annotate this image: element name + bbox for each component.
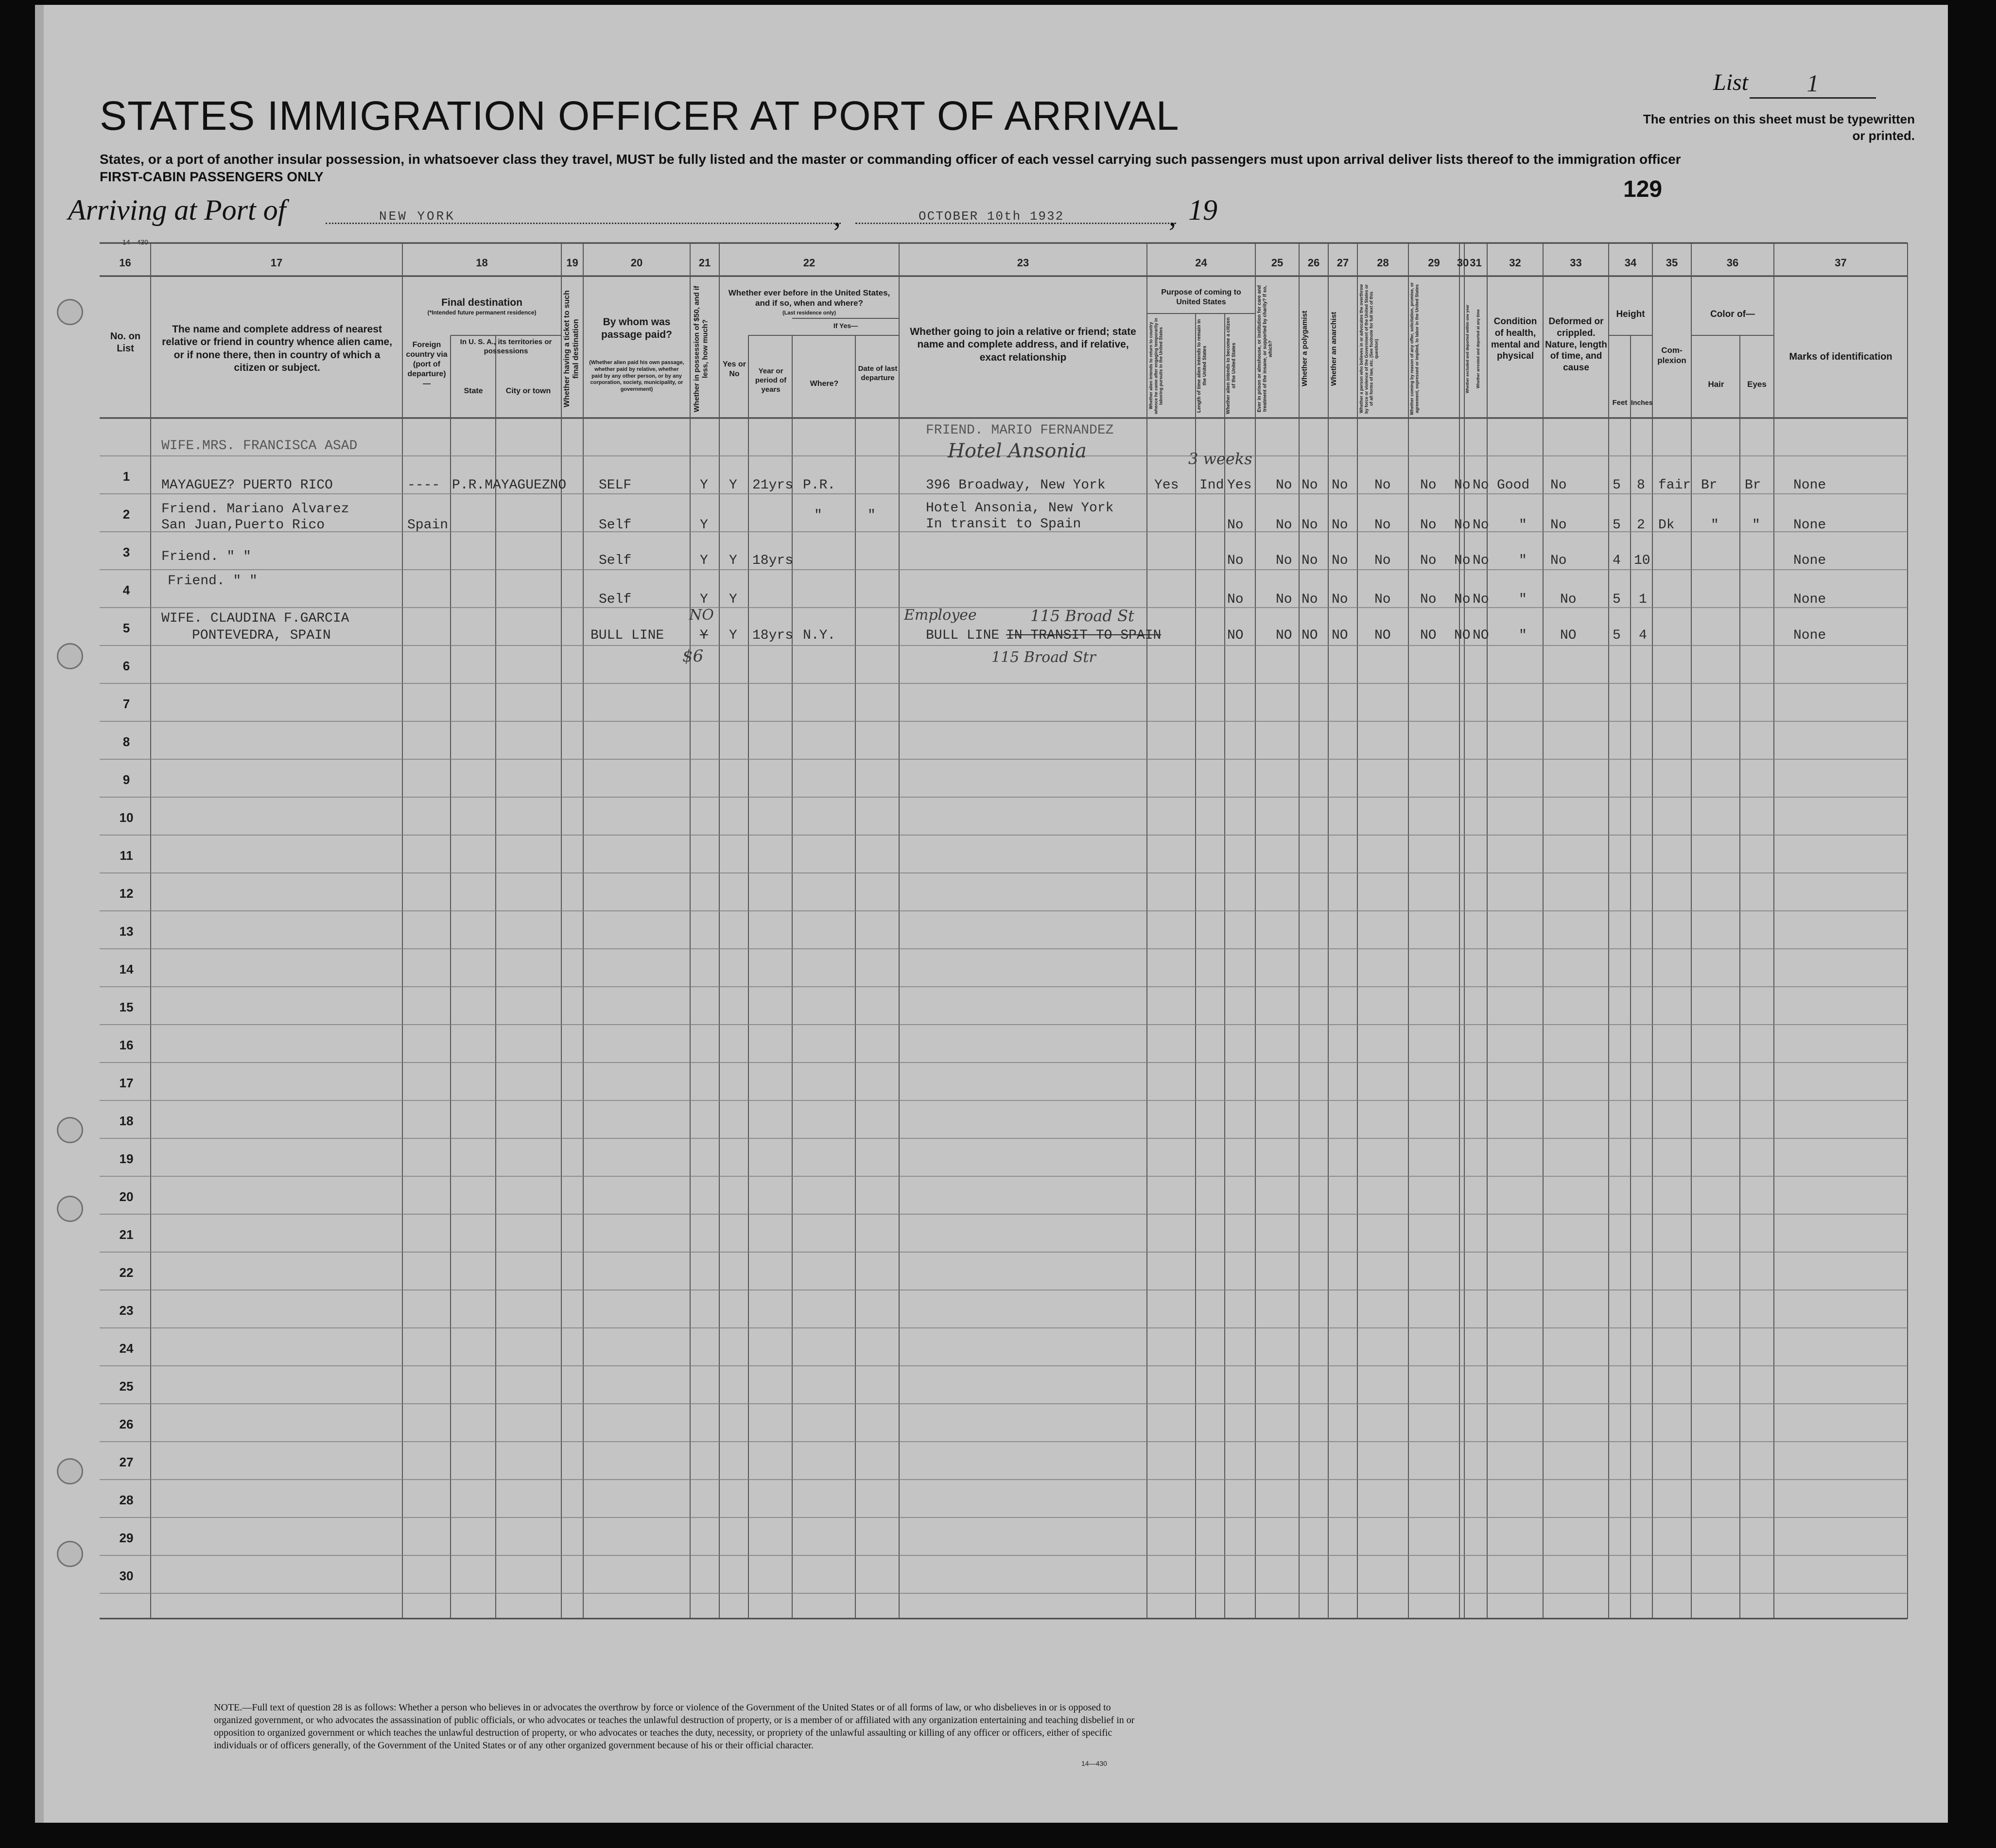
r5-join-struck: IN TRANSIT TO SPAIN — [1006, 628, 1162, 643]
row-number: 26 — [119, 1417, 134, 1431]
row-number: 11 — [120, 848, 133, 863]
row-number: 8 — [122, 734, 130, 749]
r2-relative: Friend. Mariano Alvarez — [161, 502, 349, 517]
r1-q28: No — [1374, 478, 1391, 493]
r2-last-departure: " — [868, 508, 876, 523]
colnum-34: 34 — [1624, 257, 1637, 269]
r1-join: 396 Broadway, New York — [926, 478, 1106, 493]
r4-prison: No — [1276, 592, 1292, 607]
heading-if-yes: If Yes— — [833, 322, 858, 330]
r2-deformed: No — [1550, 518, 1567, 533]
r3-prison: No — [1276, 553, 1292, 568]
r3-fifty: Y — [700, 553, 708, 568]
heading-excluded: Whether excluded and deported within one year — [1465, 304, 1470, 393]
r1-q30: No — [1454, 478, 1471, 493]
row-number: 19 — [119, 1151, 134, 1166]
r4-before: Y — [729, 592, 737, 607]
list-label: List — [1713, 70, 1749, 95]
r2-eyes: " — [1752, 518, 1760, 533]
r1-relative: MAYAGUEZ? PUERTO RICO — [161, 478, 333, 493]
comma: , — [833, 200, 841, 232]
row-number: 3 — [122, 545, 130, 559]
r2-join: Hotel Ansonia, New York — [926, 501, 1114, 516]
heading-before-in-us: Whether ever before in the United States, and if so, when and where? — [728, 288, 890, 308]
colnum-32: 32 — [1509, 257, 1521, 269]
r2-paid: Self — [599, 518, 632, 533]
row-number: 9 — [122, 772, 130, 787]
heading-polygamist: Whether a polygamist — [1301, 311, 1309, 387]
heading-fifty-dollars: Whether in possession of $50, and if less, how much? — [693, 285, 710, 412]
heading-citizen-intent: Whether alien intends to become a citizen of the United States — [1226, 317, 1237, 414]
heading-anarchist: Whether an anarchist — [1330, 312, 1338, 386]
r4-marks: None — [1793, 592, 1826, 607]
r2-relative2: San Juan,Puerto Rico — [161, 518, 325, 533]
r5-paid: BULL LINE — [590, 628, 664, 643]
r5-fifty-hand: NO — [689, 607, 714, 624]
row-number: 17 — [119, 1076, 134, 1090]
heading-where: Where? — [810, 380, 839, 388]
comma: , — [1169, 200, 1176, 232]
colnum-35: 35 — [1666, 257, 1678, 269]
row-number: 1 — [122, 469, 130, 484]
heading-purpose: Purpose of coming to United States — [1161, 288, 1241, 306]
r2-q30: No — [1454, 518, 1471, 533]
row-number: 25 — [119, 1379, 134, 1394]
colnum-24: 24 — [1195, 257, 1207, 269]
row-number: 15 — [119, 1000, 134, 1014]
r1-health: Good — [1497, 478, 1530, 493]
r5-join-hand2: 115 Broad St — [1030, 607, 1134, 625]
r5-feet: 5 — [1613, 628, 1621, 643]
colnum-31: 31 — [1470, 257, 1482, 269]
r1-complexion: fair — [1658, 478, 1691, 493]
port-value: NEW YORK — [379, 209, 455, 224]
r1-where: P.R. — [803, 478, 836, 493]
r5-fifty: Y — [700, 628, 708, 643]
r4-anarchist: No — [1332, 592, 1348, 607]
row-number: 4 — [122, 583, 130, 597]
r1-join-hand: Hotel Ansonia — [948, 440, 1087, 462]
r1-citizen: Yes — [1227, 478, 1252, 493]
heading-relative-address: The name and complete address of nearest relative or friend in country whence alien came, or if none there, then in country of which a citizen or subject. — [162, 324, 392, 373]
row-number: 23 — [119, 1303, 134, 1318]
colnum-16: 16 — [119, 257, 131, 269]
r2-prison: No — [1276, 518, 1292, 533]
form-title: STATES IMMIGRATION OFFICER AT PORT OF ARRIVAL — [100, 93, 1180, 139]
passenger-class: FIRST-CABIN PASSENGERS ONLY — [100, 169, 324, 184]
form-instructions: States, or a port of another insular possession, in whatsoever class they travel, MUST be fully listed and the master or commanding officer of each vessel carrying such passengers must upon arrival deliver lists thereof to the immigration officer — [100, 152, 1681, 167]
r4-health: " — [1519, 592, 1527, 607]
r2-join2: In transit to Spain — [926, 517, 1081, 532]
r2-hair: " — [1711, 518, 1719, 533]
r3-polygamist: No — [1302, 553, 1318, 568]
r3-marks: None — [1793, 553, 1826, 568]
r5-q30: NO — [1454, 628, 1471, 643]
heading-passage-note: (Whether alien paid his own passage, whether paid by relative, whether paid by any other person, or by any corporation, society, municipality, or government) — [589, 360, 684, 392]
heading-return-intent: Whether alien intends to return to country whence he came after engaging temporarily in laboring pursuits in the United States — [1148, 317, 1163, 414]
r3-citizen: No — [1227, 553, 1244, 568]
r3-inches: 10 — [1634, 553, 1650, 568]
colnum-20: 20 — [630, 257, 643, 269]
arriving-label: Arriving at Port of — [68, 194, 286, 226]
r1-state-city: P.R.MAYAGUEZNO — [452, 478, 567, 493]
heading-join-relative: Whether going to join a relative or friend; state name and complete address, and if relative, exact relationship — [910, 326, 1136, 363]
r3-q31: No — [1473, 553, 1489, 568]
r2-q29: No — [1420, 518, 1437, 533]
r4-fifty: Y — [700, 592, 708, 607]
year-prefix: 19 — [1188, 194, 1217, 226]
r1-hair: Br — [1701, 478, 1718, 493]
r5-citizen: NO — [1227, 628, 1244, 643]
colnum-18: 18 — [476, 257, 488, 269]
r4-q30: No — [1454, 592, 1471, 607]
heading-prison: Ever in prison or almshouse, or institution for care and treatment of the insane, or supported by charity? If so, which? — [1257, 285, 1273, 413]
heading-final-destination-note: (*Intended future permanent residence) — [427, 309, 537, 316]
r1-length-hand: 3 weeks — [1188, 450, 1252, 468]
heading-foreign-country: Foreign country via (port of departure)— — [406, 341, 448, 388]
r3-feet: 4 — [1613, 553, 1621, 568]
heading-length-stay: Length of time alien intends to remain in the United States — [1197, 319, 1208, 413]
r2-inches: 2 — [1637, 518, 1645, 533]
heading-deformed: Deformed or crippled. Nature, length of time, and cause — [1545, 316, 1607, 373]
heading-no-on-list: No. on List — [110, 331, 141, 354]
r5-years: 18yrs — [752, 628, 794, 643]
r1-paid: SELF — [599, 478, 632, 493]
r5-before: Y — [729, 628, 737, 643]
r1-anarchist: No — [1332, 478, 1348, 493]
r2-q28: No — [1374, 518, 1391, 533]
r1-fifty: Y — [700, 478, 708, 493]
heading-complexion: Com-plexion — [1657, 346, 1686, 366]
r3-q28: No — [1374, 553, 1391, 568]
heading-feet: Feet — [1612, 399, 1628, 407]
row-number: 29 — [119, 1531, 134, 1545]
r3-paid: Self — [599, 553, 632, 568]
colnum-27: 27 — [1336, 257, 1349, 269]
row-number: 5 — [122, 621, 130, 635]
colnum-25: 25 — [1271, 257, 1284, 269]
r5-join-hand3: 115 Broad Str — [991, 649, 1096, 666]
r2-feet: 5 — [1613, 518, 1621, 533]
r3-q29: No — [1420, 553, 1437, 568]
entries-note: The entries on this sheet must be typewritten or printed. — [1643, 112, 1915, 143]
r5-fifty-amount: $6 — [682, 646, 704, 666]
row-number: 12 — [119, 886, 134, 901]
r5-q31: NO — [1473, 628, 1489, 643]
form-number-footer: 14—430 — [1081, 1760, 1107, 1767]
row-number: 22 — [119, 1265, 134, 1280]
row-number: 6 — [122, 659, 130, 673]
r4-relative: Friend. " " — [168, 574, 258, 589]
r2-where: " — [814, 508, 822, 523]
r3-relative: Friend. " " — [161, 549, 251, 564]
r1-inches: 8 — [1637, 478, 1645, 493]
heading-last-residence: (Last residence only) — [782, 310, 836, 316]
r4-polygamist: No — [1302, 592, 1318, 607]
row-number: 30 — [119, 1569, 134, 1583]
r1-prison: No — [1276, 478, 1292, 493]
r5-relative2: PONTEVEDRA, SPAIN — [192, 628, 331, 643]
r4-inches: 1 — [1639, 592, 1647, 607]
colnum-22: 22 — [803, 257, 816, 269]
colnum-19: 19 — [566, 257, 578, 269]
r5-where: N.Y. — [803, 628, 836, 643]
row-number: 27 — [119, 1455, 134, 1469]
r1-before: Y — [729, 478, 737, 493]
r1-eyes: Br — [1745, 478, 1761, 493]
r3-health: " — [1519, 553, 1527, 568]
r4-q28: No — [1374, 592, 1391, 607]
r5-inches: 4 — [1639, 628, 1647, 643]
heading-q28: Whether a person who believes in or advocates the overthrow by force or violence of the Government of the United States or of all forms of law, etc. (See footnote for full text of this question) — [1359, 284, 1379, 414]
sheet-number: 129 — [1623, 176, 1663, 202]
row-number: 7 — [122, 697, 130, 711]
r5-join: BULL LINE — [926, 628, 1000, 643]
r5-q28: NO — [1374, 628, 1391, 643]
r5-polygamist: NO — [1302, 628, 1318, 643]
r5-join-hand: Employee — [904, 607, 977, 624]
r1-years: 21yrs — [752, 478, 794, 493]
heading-passage-paid: By whom was passage paid? — [601, 316, 672, 341]
heading-color: Color of— — [1710, 309, 1755, 319]
colnum-26: 26 — [1307, 257, 1320, 269]
r2-polygamist: No — [1302, 518, 1318, 533]
heading-year: Year or period of years — [755, 367, 787, 394]
row-number: 2 — [122, 507, 130, 522]
r1-feet: 5 — [1613, 478, 1621, 493]
heading-last-departure: Date of last departure — [858, 365, 898, 382]
colnum-37: 37 — [1835, 257, 1847, 269]
r5-anarchist: NO — [1332, 628, 1348, 643]
colnum-36: 36 — [1726, 257, 1739, 269]
r1-q29: No — [1420, 478, 1437, 493]
r1-foreign: ---- — [407, 478, 440, 493]
r1-q31: No — [1473, 478, 1489, 493]
r1-deformed: No — [1550, 478, 1567, 493]
heading-inches: Inches — [1631, 399, 1653, 406]
r3-anarchist: No — [1332, 553, 1348, 568]
r3-q30: No — [1454, 553, 1471, 568]
colnum-17: 17 — [270, 257, 283, 269]
r4-feet: 5 — [1613, 592, 1621, 607]
r1-polygamist: No — [1302, 478, 1318, 493]
r3-before: Y — [729, 553, 737, 568]
r1-return: Yes — [1154, 478, 1179, 493]
heading-hair: Hair — [1708, 380, 1724, 389]
heading-ticket: Whether having a ticket to such final destination — [563, 290, 580, 407]
date-value: OCTOBER 10th 1932 — [919, 209, 1064, 224]
r5-deformed: NO — [1560, 628, 1577, 643]
row-number: 28 — [119, 1493, 134, 1507]
r5-prison: NO — [1276, 628, 1292, 643]
r1-join-top: FRIEND. MARIO FERNANDEZ — [926, 423, 1114, 438]
r1-marks: None — [1793, 478, 1826, 493]
heading-offer-labor: Whether coming by reason of any offer, solicitation, promise, or agreement, expressed or implied, to labor in the United States — [1409, 282, 1420, 416]
r4-q29: No — [1420, 592, 1437, 607]
colnum-29: 29 — [1428, 257, 1440, 269]
r2-foreign: Spain — [407, 518, 449, 533]
list-number: 1 — [1750, 69, 1876, 99]
r2-marks: None — [1793, 518, 1826, 533]
colnum-28: 28 — [1377, 257, 1389, 269]
heading-usa: In U. S. A., its territories or possessions — [460, 338, 552, 355]
heading-eyes: Eyes — [1747, 380, 1767, 389]
heading-state: State — [464, 387, 483, 395]
r2-health: " — [1519, 518, 1527, 533]
r2-complexion: Dk — [1658, 518, 1675, 533]
heading-arrested: Whether arrested and deported at any time — [1476, 309, 1480, 388]
colnum-21: 21 — [698, 257, 711, 269]
r1-length: Ind — [1199, 478, 1224, 493]
heading-final-destination: Final destination — [441, 297, 522, 308]
r4-paid: Self — [599, 592, 632, 607]
colnum-33: 33 — [1570, 257, 1582, 269]
heading-marks: Marks of identification — [1789, 351, 1892, 362]
r3-deformed: No — [1550, 553, 1567, 568]
row-number: 14 — [119, 962, 134, 976]
r3-years: 18yrs — [752, 553, 794, 568]
row-number: 21 — [119, 1227, 134, 1242]
colnum-23: 23 — [1017, 257, 1029, 269]
r4-citizen: No — [1227, 592, 1244, 607]
heading-yes-no: Yes or No — [722, 360, 746, 378]
r4-deformed: No — [1560, 592, 1577, 607]
r2-q31: No — [1473, 518, 1489, 533]
heading-height: Height — [1616, 309, 1645, 319]
row-number: 13 — [119, 924, 134, 939]
row-number: 18 — [119, 1114, 134, 1128]
colnum-30: 30 — [1457, 257, 1469, 269]
r2-anarchist: No — [1332, 518, 1348, 533]
r5-q29: NO — [1420, 628, 1437, 643]
r4-q31: No — [1473, 592, 1489, 607]
r5-marks: None — [1793, 628, 1826, 643]
row-number: 24 — [119, 1341, 134, 1356]
r5-health: " — [1519, 628, 1527, 643]
row-number: 20 — [119, 1189, 134, 1204]
heading-city: City or town — [505, 387, 551, 395]
r2-fifty: Y — [700, 518, 708, 533]
r5-relative: WIFE. CLAUDINA F.GARCIA — [161, 611, 349, 626]
heading-health: Condition of health, mental and physical — [1491, 316, 1540, 362]
footnote-question-28: NOTE.—Full text of question 28 is as follows: Whether a person who believes in or advocates the overthrow by force or violence of the Government of the United States or of all forms of law, or who disbelieves in or is opposed to organized government, or who advocates the assassination of public officials, or who advocates or teaches the unlawful destruction of property, or is a member of or affiliated with any organization entertaining and teaching disbelief in or opposition to organized government or which teaches the unlawful destruction of property, or who advocates or teaches the duty, necessity, or propriety of the unlawful assaulting or killing of any officer or officers, either of specific individuals or of officers generally, of the Government of the United States or of any other organized government because of his or their official character. — [214, 1702, 1135, 1751]
row-number: 16 — [119, 1038, 134, 1052]
r2-citizen: No — [1227, 518, 1244, 533]
form-number: 14—430 — [122, 238, 148, 246]
r1-relative-top: WIFE.MRS. FRANCISCA ASAD — [161, 438, 358, 453]
row-number: 10 — [119, 810, 134, 825]
